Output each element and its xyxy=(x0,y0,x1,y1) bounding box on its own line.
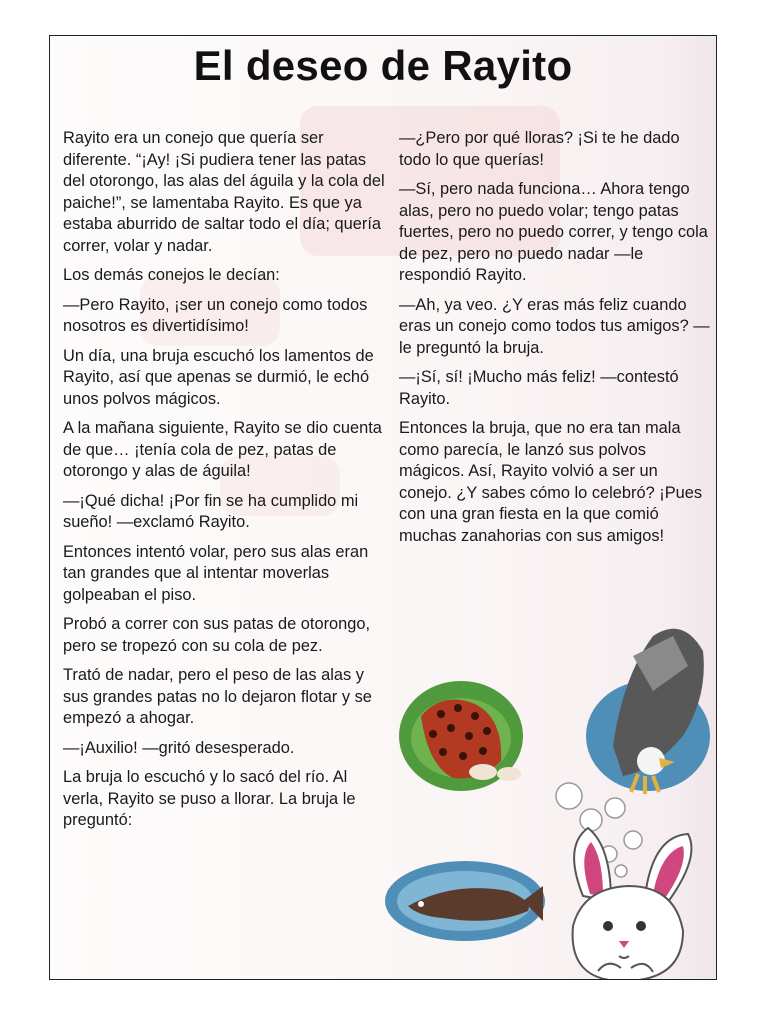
paragraph: Un día, una bruja escuchó los lamentos de Rayito, así que apenas se durmió, le echó unos polvos mágicos. xyxy=(63,346,374,408)
paragraph: —¡Auxilio! —gritó desesperado. xyxy=(63,738,295,757)
eagle-icon xyxy=(586,629,710,794)
paragraph: La bruja lo escuchó y lo sacó del río. Al verla, Rayito se puso a llorar. La bruja le preguntó: xyxy=(63,768,356,829)
paragraph: —¿Pero por qué lloras? ¡Si te he dado todo lo que querías! xyxy=(399,129,680,169)
rabbit-icon xyxy=(573,828,692,980)
paragraph: Probó a correr con sus patas de otorongo, pero se tropezó con su cola de pez. xyxy=(63,615,371,655)
paragraph: —Ah, ya veo. ¿Y eras más feliz cuando eras un conejo como todos tus amigos? —le preguntó la bruja. xyxy=(399,295,710,357)
paragraph: Trató de nadar, pero el peso de las alas y sus grandes patas no lo dejaron flotar y se empezó a ahogar. xyxy=(63,666,372,727)
fish-icon xyxy=(385,861,545,941)
story-illustration xyxy=(383,596,717,980)
right-column xyxy=(399,128,711,555)
page-title: El deseo de Rayito xyxy=(193,42,573,89)
story-page xyxy=(49,35,717,980)
paragraph: Entonces intentó volar, pero sus alas eran tan grandes que al intentar moverlas golpeaban el piso. xyxy=(63,542,369,604)
paragraph: —Pero Rayito, ¡ser un conejo como todos nosotros es divertidísimo! xyxy=(63,295,368,335)
paragraph: Rayito era un conejo que quería ser diferente. “¡Ay! ¡Si pudiera tener las patas del otorongo, las alas del águila y la cola del paiche!”, se lamentaba Rayito. Es que ya estaba aburrido de saltar todo el día; quería correr, volar y nadar. xyxy=(63,129,385,255)
paragraph: Entonces la bruja, que no era tan mala como parecía, le lanzó sus polvos mágicos. Así, Rayito volvió a ser un conejo. ¿Y sabes cómo lo celebró? ¡Pues con una gran fiesta en la que comió muchas zanahorias con sus amigos! xyxy=(399,419,703,545)
paragraph: —¡Sí, sí! ¡Mucho más feliz! —contestó Rayito. xyxy=(399,368,679,408)
jaguar-icon xyxy=(399,681,523,791)
paragraph: —¡Qué dicha! ¡Por fin se ha cumplido mi sueño! —exclamó Rayito. xyxy=(63,491,359,531)
paragraph: —Sí, pero nada funciona… Ahora tengo alas, pero no puedo volar; tengo patas fuertes, pero no puedo correr, y tengo cola de pez, pero no puedo nadar —le respondió Rayito. xyxy=(399,180,708,284)
paragraph: A la mañana siguiente, Rayito se dio cuenta de que… ¡tenía cola de pez, patas de otorongo y alas de águila! xyxy=(63,419,382,480)
paragraph: Los demás conejos le decían: xyxy=(63,266,280,284)
left-column xyxy=(63,128,385,840)
